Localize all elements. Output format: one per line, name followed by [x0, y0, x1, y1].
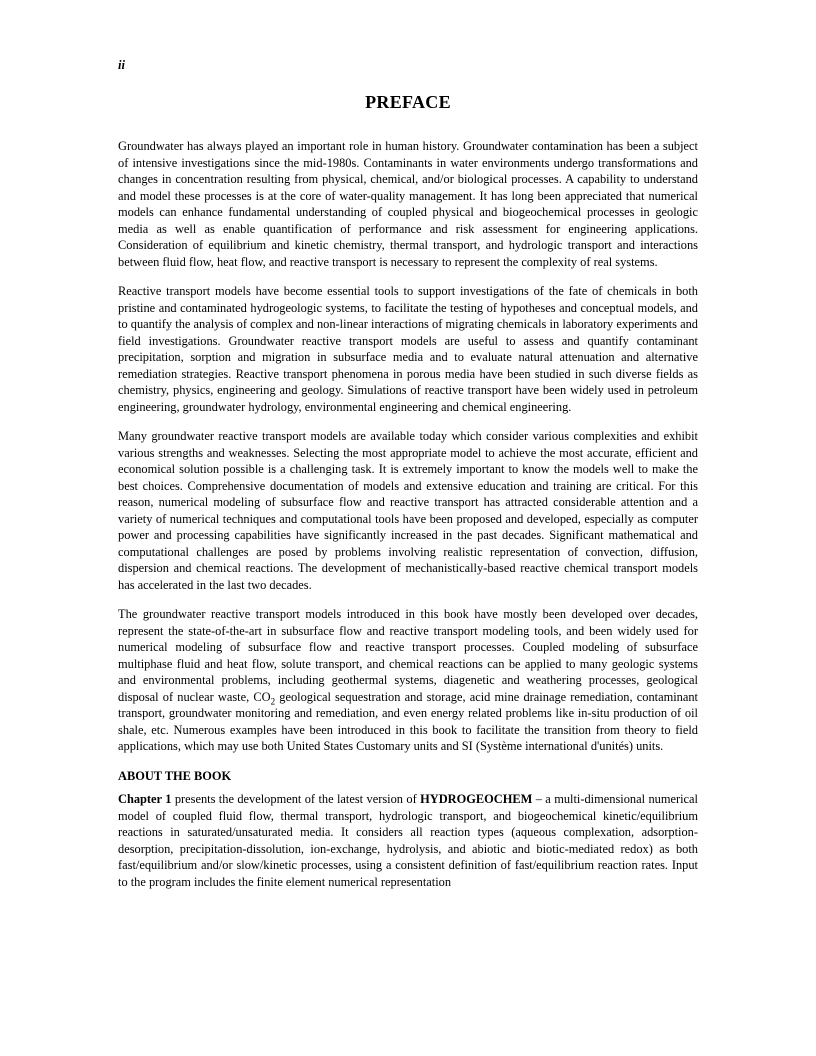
chapter-1-text-2: – a multi-dimensional numerical model of coupled fluid flow, thermal transport, hydrologic transport, and biogeochemical kinetic/equilibrium reactions in saturated/unsaturated media. It considers all reaction types (aqueous complexation, adsorption-desorption, precipitation-dissolution, ion-exchange, hydrolysis, and abiotic and biotic-mediated redox) as both fast/equilibrium and/or slow/kinetic processes, using a consistent definition of fast/equilibrium reaction rates. Input to the program includes the finite element numerical representation — [118, 792, 698, 889]
paragraph-model-selection: Many groundwater reactive transport models are available today which consider various complexities and exhibit various strengths and weaknesses. Selecting the most appropriate model to achieve the most accurate, efficient and economical solution possible is a challenging task. It is extremely important to know the models well to make the best choices. Comprehensive documentation of models and extensive education and training are critical. For this reason, numerical modeling of subsurface flow and reactive transport has attracted considerable attention and a variety of numerical techniques and computational tools have been proposed and developed, especially as computer power and processing capabilities have significantly increased in the past decades. Significant mathematical and computational challenges are posed by problems involving realistic representation of convection, diffusion, dispersion and chemical reactions. The development of mechanistically-based reactive chemical transport models has accelerated in the last two decades. — [118, 429, 698, 592]
paragraph-groundwater-history: Groundwater has always played an important role in human history. Groundwater contamination has been a subject of intensive investigations since the mid-1980s. Contaminants in water environments undergo transformations and changes in concentration resulting from physical, chemical, and/or biological processes. A capability to understand and model these processes is at the core of water-quality management. It has long been appreciated that numerical models can enhance fundamental understanding of coupled physical and biogeochemical processes in geologic media as well as enable quantification of performance and risk assessment for engineering applications. Consideration of equilibrium and kinetic chemistry, thermal transport, and hydrologic transport and interactions between fluid flow, heat flow, and reactive transport is necessary to represent the complexity of real systems. — [118, 139, 698, 269]
paragraph-chapter-1 — [118, 791, 698, 890]
paragraph-book-models-text-1: The groundwater reactive transport models introduced in this book have mostly been developed over decades, represent the state-of-the-art in subsurface flow and reactive transport modeling tools, and been widely used for numerical modeling of subsurface flow and reactive transport processes. Coupled modeling of subsurface multiphase fluid and heat flow, solute transport, and chemical reactions can be applied to many geologic systems and environmental problems, including geothermal systems, diagenetic and weathering processes, geological disposal of nuclear waste, CO — [118, 607, 698, 704]
page-number: ii — [118, 58, 125, 72]
chapter-1-text-1: presents the development of the latest version of — [171, 792, 421, 806]
page-title: PREFACE — [365, 92, 451, 112]
section-heading-about-the-book: ABOUT THE BOOK — [118, 768, 232, 783]
body-text — [118, 138, 698, 890]
co2-subscript: 2 — [270, 695, 276, 706]
paragraph-book-models-text-2: geological sequestration and storage, acid mine drainage remediation, contaminant transport, groundwater monitoring and remediation, and even energy related problems like in-situ production of oil shale, etc. Numerous examples have been introduced in this book to facilitate the transition from theory to field applications, which may use both United States Customary units and SI (Système international d'unités) units. — [118, 689, 698, 753]
chapter-1-label: Chapter 1 — [118, 792, 172, 806]
paragraph-reactive-transport-models: Reactive transport models have become essential tools to support investigations of the fate of chemicals in both pristine and contaminated hydrogeologic systems, to facilitate the testing of hypotheses and conceptual models, and to quantify the analysis of complex and non-linear interactions of migrating chemicals in laboratory experiments and field investigations. Groundwater reactive transport models are useful to assess and quantify contaminant precipitation, sorption and migration in subsurface media and to evaluate natural attenuation and alternative remediation strategies. Reactive transport phenomena in porous media have been studied in such diverse fields as chemistry, physics, engineering and geology. Simulations of reactive transport have been widely used in petroleum engineering, groundwater hydrology, environmental engineering and chemical engineering. — [118, 284, 698, 414]
paragraph-book-models — [118, 606, 698, 755]
hydrogeochem-model-name: HYDROGEOCHEM — [420, 792, 533, 806]
